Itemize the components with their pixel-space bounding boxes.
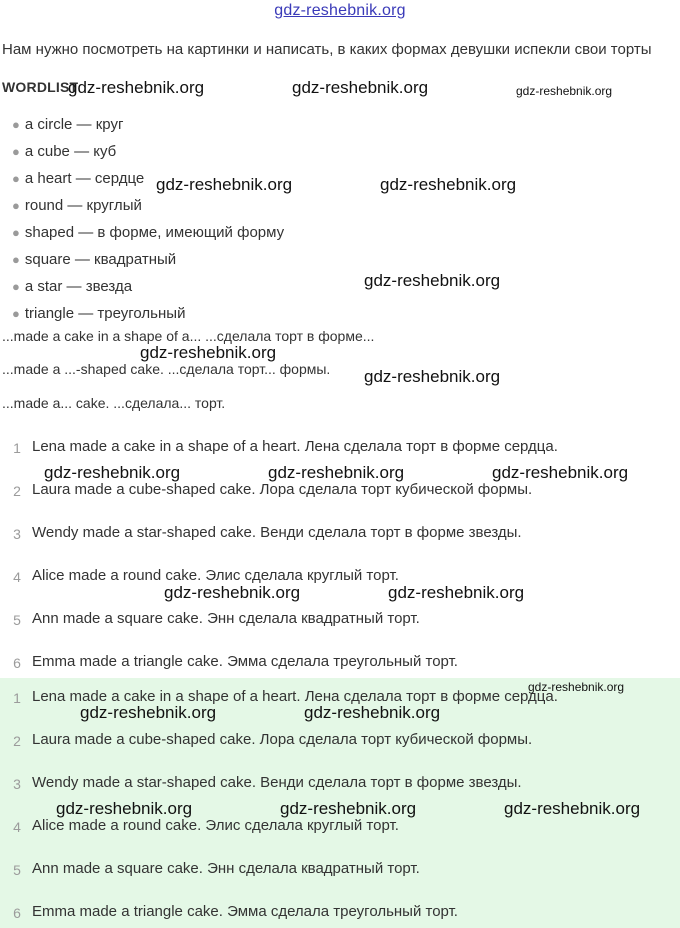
answer-number: 2	[13, 733, 21, 749]
answer-sentence: Emma made a triangle cake. Эмма сделала треугольный торт.	[32, 903, 458, 920]
phrase-pattern: ...made a... cake. ...сделала... торт.	[2, 395, 226, 411]
answer-sentence: Laura made a cube-shaped cake. Лора сделала торт кубической формы.	[32, 731, 533, 748]
answer-number: 3	[13, 776, 21, 792]
answer-number: 5	[13, 862, 21, 878]
answer-sentence: Lena made a cake in a shape of a heart. Лена сделала торт в форме сердца.	[32, 438, 558, 455]
bullet-icon: ●	[12, 306, 20, 321]
answer-number: 5	[13, 612, 21, 628]
answer-number: 3	[13, 526, 21, 542]
phrase-pattern: ...made a cake in a shape of a... ...сделала торт в форме...	[2, 328, 375, 344]
wordlist-item: ● a circle — круг	[12, 116, 124, 133]
answer-sentence: Wendy made a star-shaped cake. Венди сделала торт в форме звезды.	[32, 774, 522, 791]
watermark: gdz-reshebnik.org	[364, 271, 501, 290]
wordlist-item: ● a cube — куб	[12, 143, 117, 160]
answer-sentence: Laura made a cube-shaped cake. Лора сделала торт кубической формы.	[32, 481, 533, 498]
wordlist-heading: WORDLIST	[2, 79, 79, 95]
bullet-icon: ●	[12, 144, 20, 159]
watermark: gdz-reshebnik.org	[80, 703, 217, 722]
answer-number: 4	[13, 569, 21, 585]
watermark: gdz-reshebnik.org	[504, 799, 641, 818]
watermark: gdz-reshebnik.org	[292, 78, 429, 97]
watermark: gdz-reshebnik.org	[56, 799, 193, 818]
watermark: gdz-reshebnik.org	[140, 343, 277, 362]
site-link[interactable]: gdz-reshebnik.org	[274, 2, 406, 19]
answer-number: 4	[13, 819, 21, 835]
bullet-icon: ●	[12, 198, 20, 213]
bullet-icon: ●	[12, 117, 20, 132]
answer-sentence: Wendy made a star-shaped cake. Венди сделала торт в форме звезды.	[32, 524, 522, 541]
phrase-pattern: ...made a ...-shaped cake. ...сделала торт... формы.	[2, 361, 331, 377]
watermark: gdz-reshebnik.org	[280, 799, 417, 818]
wordlist-item: ● shaped — в форме, имеющий форму	[12, 224, 285, 241]
wordlist-item: ● round — круглый	[12, 197, 142, 214]
intro-text: Нам нужно посмотреть на картинки и написать, в каких формах девушки испекли свои торты	[2, 41, 652, 58]
answer-number: 2	[13, 483, 21, 499]
watermark: gdz-reshebnik.org	[68, 78, 205, 97]
answer-sentence: Alice made a round cake. Элис сделала круглый торт.	[32, 817, 399, 834]
answer-number: 6	[13, 655, 21, 671]
watermark: gdz-reshebnik.org	[516, 84, 613, 98]
answer-number: 1	[13, 690, 21, 706]
answer-sentence: Lena made a cake in a shape of a heart. Лена сделала торт в форме сердца.	[32, 688, 558, 705]
watermark: gdz-reshebnik.org	[164, 583, 301, 602]
answer-number: 6	[13, 905, 21, 921]
answer-sentence: Ann made a square cake. Энн сделала квадратный торт.	[32, 610, 420, 627]
wordlist-item: ● square — квадратный	[12, 251, 177, 268]
watermark: gdz-reshebnik.org	[304, 703, 441, 722]
watermark: gdz-reshebnik.org	[268, 463, 405, 482]
bullet-icon: ●	[12, 252, 20, 267]
bullet-icon: ●	[12, 225, 20, 240]
wordlist-item: ● a heart — сердце	[12, 170, 145, 187]
answer-sentence: Emma made a triangle cake. Эмма сделала треугольный торт.	[32, 653, 458, 670]
bullet-icon: ●	[12, 171, 20, 186]
answer-number: 1	[13, 440, 21, 456]
answer-sentence: Alice made a round cake. Элис сделала круглый торт.	[32, 567, 399, 584]
watermark: gdz-reshebnik.org	[528, 680, 625, 694]
watermark: gdz-reshebnik.org	[492, 463, 629, 482]
bullet-icon: ●	[12, 279, 20, 294]
answer-sentence: Ann made a square cake. Энн сделала квадратный торт.	[32, 860, 420, 877]
wordlist-item: ● a star — звезда	[12, 278, 133, 295]
watermark: gdz-reshebnik.org	[156, 175, 293, 194]
watermark: gdz-reshebnik.org	[364, 367, 501, 386]
wordlist-item: ● triangle — треугольный	[12, 305, 186, 322]
watermark: gdz-reshebnik.org	[44, 463, 181, 482]
watermark: gdz-reshebnik.org	[388, 583, 525, 602]
watermark: gdz-reshebnik.org	[380, 175, 517, 194]
